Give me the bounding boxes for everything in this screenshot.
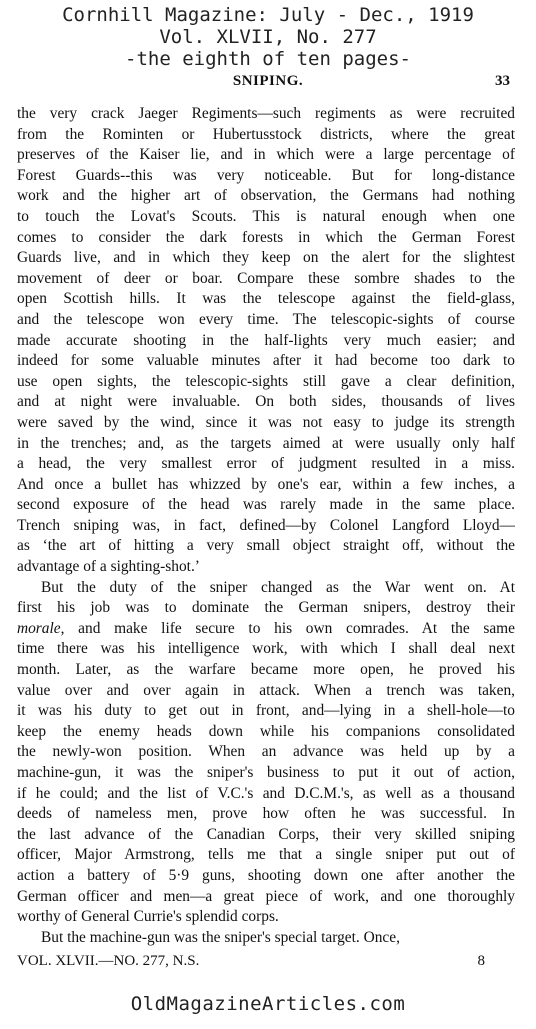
site-footer: OldMagazineArticles.com (130, 993, 406, 1015)
text-line: But the duty of the sniper changed as the War went on. At (41, 578, 515, 596)
text-line: a head, the very smallest error of judgment resulted in a miss. (17, 455, 515, 473)
volume-signature: VOL. XLVII.—NO. 277, N.S. (17, 953, 200, 969)
text-line: open Scottish hills. It was the telescope against the field-glass, (17, 290, 515, 308)
text-line: Guards live, and in which they keep on the alert for the slightest (17, 249, 515, 267)
text-line: made accurate shooting in the half-lights very much easier; and (17, 331, 515, 349)
text-line: advantage of a sighting-shot.’ (17, 558, 200, 576)
text-line: second exposure of the head was rarely made in the same place. (17, 496, 515, 514)
text-line: deeds of nameless men, prove how often he was successful. In (17, 805, 515, 823)
text-line: comes to consider the dark forests in which the German Forest (17, 228, 515, 246)
text-line: in the trenches; and, as the targets aimed at were usually only half (17, 434, 515, 452)
body-paragraph (17, 578, 515, 928)
text-line: machine-gun, it was the sniper's business to put it out of action, (17, 764, 515, 781)
text-line: the newly-won position. When an advance was held up by a (17, 743, 515, 761)
signature-mark: 8 (477, 953, 485, 969)
text-line: as ‘the art of hitting a very small object straight off, without the (17, 537, 515, 555)
page-number: 33 (495, 73, 510, 89)
page-sequence-line: -the eighth of ten pages- (125, 48, 411, 70)
running-head (0, 70, 536, 92)
article-running-title: SNIPING. (232, 73, 304, 89)
text-line: first his job was to dominate the German snipers, destroy their (17, 599, 515, 617)
text-line: action a battery of 5·9 guns, shooting down one after another the (17, 866, 515, 884)
body-paragraph (17, 104, 515, 578)
text-line: time there was his intelligence work, with which I shall deal next (17, 640, 515, 658)
text-line: indeed for some valuable minutes after it had become too dark to (17, 352, 515, 370)
text-line: preserves of the Kaiser lie, and in which were a large percentage of (17, 146, 515, 164)
text-line: it was his duty to get out in front, and—lying in a shell-hole—to (17, 702, 515, 720)
magazine-source-line: Cornhill Magazine: July - Dec., 1919 (62, 4, 474, 26)
text-line: and at night were invaluable. On both sides, thousands of lives (17, 393, 515, 411)
text-line: worthy of General Currie's splendid corps. (17, 908, 279, 926)
text-line: Trench sniping was, in fact, defined—by Colonel Langford Lloyd— (17, 516, 515, 534)
text-line: and the telescope won every time. The telescopic-sights of course (17, 310, 515, 328)
text-line: the very crack Jaeger Regiments—such regiments as were recruited (17, 105, 515, 122)
text-line: Forest Guards--this was very noticeable. But for long-distance (17, 166, 515, 184)
text-line: And once a bullet has whizzed by one's ear, within a few inches, a (17, 475, 515, 493)
text-line: value over and over again in attack. When a trench was taken, (17, 681, 515, 699)
volume-issue-line: Vol. XLVII, No. 277 (159, 26, 377, 48)
body-paragraph (17, 928, 515, 949)
text-line: if he could; and the list of V.C.'s and D.C.M.'s, as well as a thousand (17, 784, 515, 802)
text-line: were saved by the wind, since it was not easy to judge its strength (17, 413, 515, 431)
text-line: German officer and men—a great piece of work, and one thoroughly (17, 887, 515, 905)
text-line: month. Later, as the warfare became more open, he proved his (17, 661, 515, 679)
text-line: keep the enemy heads down while his companions consolidated (17, 722, 515, 740)
text-line: use open sights, the telescopic-sights still gave a clear definition, (17, 372, 515, 390)
text-line: from the Rominten or Hubertusstock districts, where the great (17, 125, 515, 143)
text-line: the last advance of the Canadian Corps, their very skilled sniping (17, 825, 515, 843)
text-line: to touch the Lovat's Scouts. This is natural enough when one (17, 207, 515, 225)
text-line: morale, and make life secure to his own comrades. At the same (17, 619, 515, 637)
text-line: officer, Major Armstrong, tells me that a single sniper put out of (17, 846, 515, 864)
text-line: work and the higher art of observation, the Germans had nothing (17, 187, 515, 205)
text-line: movement of deer or boar. Compare these sombre shades to the (17, 269, 515, 287)
article-body (17, 104, 515, 948)
signature-line (17, 950, 515, 972)
text-line: But the machine-gun was the sniper's special target. Once, (41, 928, 400, 946)
